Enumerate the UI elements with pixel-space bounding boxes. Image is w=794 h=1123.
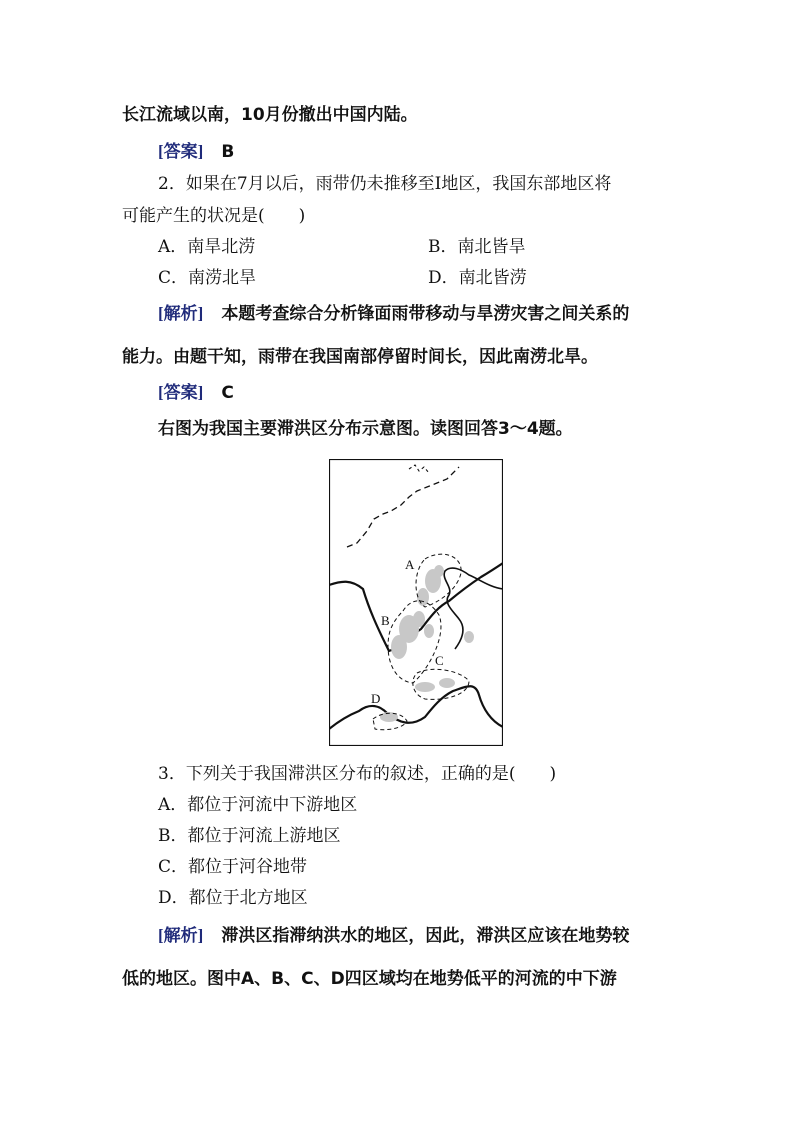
q2-option-c: C．南涝北旱 [158,268,257,288]
answer-value: B [221,142,235,162]
q2-stem-line-1: 2．如果在7月以后，雨带仍未推移至Ⅰ地区，我国东部地区将 [158,174,612,194]
q2-option-d: D．南北皆涝 [428,268,527,288]
label-d: D [371,691,381,706]
answer-tag: [答案] [158,142,204,161]
label-a: A [405,557,415,572]
q3-analysis-line-2: 低的地区。图中A、B、C、D四区域均在地势低平的河流的中下游 [122,969,617,989]
flood-area-map [329,459,503,746]
q3-option-b: B．都位于河流上游地区 [158,826,341,846]
q3-option-c: C．都位于河谷地带 [158,857,308,877]
analysis-tag: [解析] [158,926,204,945]
answer-value: C [221,383,234,403]
answer-tag: [答案] [158,383,204,402]
q2-analysis-line-2: 能力。由题干知，雨带在我国南部停留时间长，因此南涝北旱。 [122,347,598,367]
q3-option-a: A．都位于河流中下游地区 [158,795,358,815]
map-svg [329,459,503,746]
q1-answer [158,141,234,163]
q2-stem-line-2: 可能产生的状况是( ) [122,206,306,226]
map-frame [330,460,503,746]
q2-answer [158,382,234,404]
analysis-tag: [解析] [158,304,204,323]
intro-line: 长江流域以南，10月份撤出中国内陆。 [122,105,418,125]
analysis-text: 本题考查综合分析锋面雨带移动与旱涝灾害之间关系的 [221,304,630,324]
q2-option-b: B．南北皆旱 [428,237,526,257]
analysis-text: 滞洪区指滞纳洪水的地区，因此，滞洪区应该在地势较 [221,926,630,946]
q3-option-d: D．都位于北方地区 [158,888,308,908]
figure-intro: 右图为我国主要滞洪区分布示意图。读图回答3～4题。 [158,419,573,439]
q2-option-a: A．南旱北涝 [158,237,256,257]
label-b: B [381,613,390,628]
label-c: C [435,653,444,668]
q3-stem: 3．下列关于我国滞洪区分布的叙述，正确的是( ) [158,764,557,784]
q3-analysis-line-1 [158,925,629,947]
q2-analysis-line-1 [158,303,629,325]
